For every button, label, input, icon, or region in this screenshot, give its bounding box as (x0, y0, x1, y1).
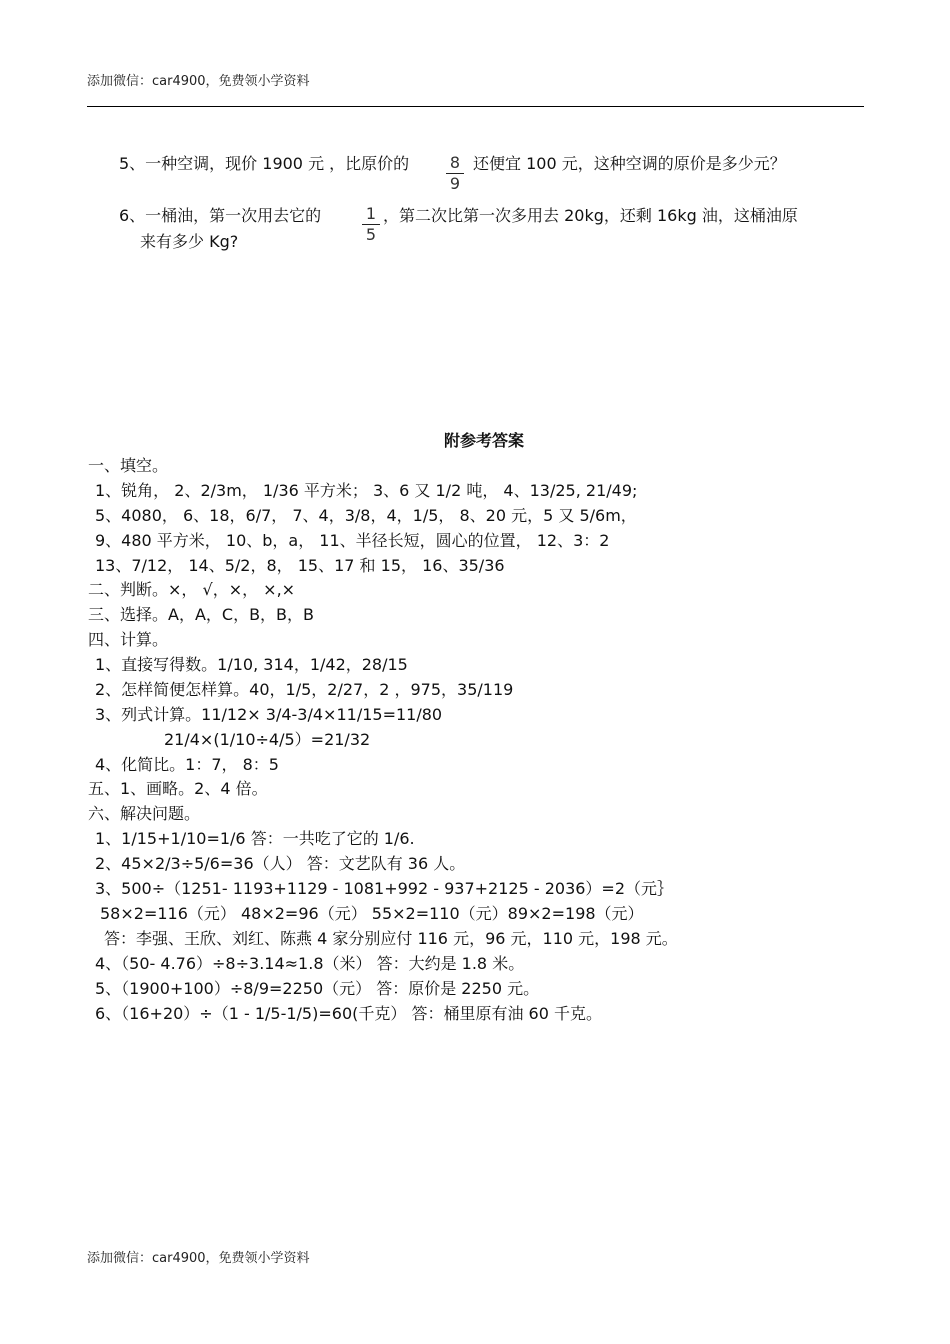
answer-line: 5、（1900+100）÷8/9=2250（元） 答：原价是 2250 元。 (95, 979, 540, 998)
answer-line: 9、480 平方米， 10、b，a， 11、半径长短，圆心的位置， 12、3：2 (95, 531, 610, 550)
answers-title: 附参考答案 (444, 431, 525, 450)
page-footer: 添加微信：car4900，免费领小学资料 (87, 1251, 310, 1266)
question-6-text-a: 6、一桶油，第一次用去它的 (119, 206, 322, 225)
question-5 (119, 151, 409, 174)
answer-line: 6、（16+20）÷（1 - 1/5-1/5)=60(千克） 答：桶里原有油 60 千克。 (95, 1004, 602, 1023)
question-5-text-b: 还便宜 100 元，这种空调的原价是多少元？ (473, 154, 786, 173)
answer-line: 1、1/15+1/10=1/6 答：一共吃了它的 1/6. (95, 829, 415, 848)
answer-line: 答：李强、王欣、刘红、陈燕 4 家分别应付 116 元，96 元，110 元，198 元。 (104, 929, 678, 948)
fraction-numerator: 8 (449, 153, 461, 172)
question-6-fraction (362, 205, 380, 244)
answer-line: 四、计算。 (88, 630, 169, 649)
answer-line: 六、解决问题。 (88, 804, 201, 823)
answer-line: 13、7/12， 14、5/2，8， 15、17 和 15， 16、35/36 (95, 556, 505, 575)
answer-line: 58×2=116（元） 48×2=96（元） 55×2=110（元）89×2=198（元） (100, 904, 644, 923)
answer-line: 3、500÷（1251- 1193+1129 - 1081+992 - 937+2125 - 2036）=2（元｝ (95, 879, 674, 898)
question-5-text-a: 5、一种空调，现价 1900 元 ，比原价的 (119, 154, 410, 173)
answer-line: 4、化简比。1：7， 8：5 (95, 755, 279, 774)
answer-line: 1、锐角， 2、2/3m， 1/36 平方米； 3、6 又 1/2 吨， 4、13/25, 21/49; (95, 481, 638, 500)
answer-line: 21/4×(1/10÷4/5）=21/32 (164, 730, 371, 749)
answer-line: 二、判断。×， √，×， ×,× (88, 580, 296, 599)
answer-line: 5、4080， 6、18，6/7， 7、4，3/8，4，1/5， 8、20 元，5 又 5/6m， (95, 506, 637, 525)
answer-line: 2、45×2/3÷5/6=36（人） 答：文艺队有 36 人。 (95, 854, 466, 873)
header-divider (87, 106, 864, 107)
question-5-fraction (446, 154, 464, 193)
answer-line: 一、填空。 (88, 456, 169, 475)
answer-line: 4、（50- 4.76）÷8÷3.14≈1.8（米） 答：大约是 1.8 米。 (95, 954, 525, 973)
answer-line: 五、1、画略。2、4 倍。 (88, 779, 268, 798)
answer-line: 2、怎样简便怎样算。40，1/5，2/27，2 ，975，35/119 (95, 680, 514, 699)
answer-line: 3、列式计算。11/12× 3/4-3/4×11/15=11/80 (95, 705, 443, 724)
question-6-text-c: 来有多少 Kg? (140, 232, 239, 251)
fraction-numerator: 1 (365, 204, 377, 223)
page-header: 添加微信：car4900，免费领小学资料 (87, 74, 310, 89)
fraction-denominator: 5 (365, 225, 377, 244)
answer-line: 三、选择。A，A，C，B，B，B (88, 605, 314, 624)
question-6-text-b: ，第二次比第一次多用去 20kg，还剩 16kg 油，这桶油原 (383, 206, 798, 225)
fraction-denominator: 9 (449, 174, 461, 193)
answer-line: 1、直接写得数。1/10, 314，1/42，28/15 (95, 655, 408, 674)
